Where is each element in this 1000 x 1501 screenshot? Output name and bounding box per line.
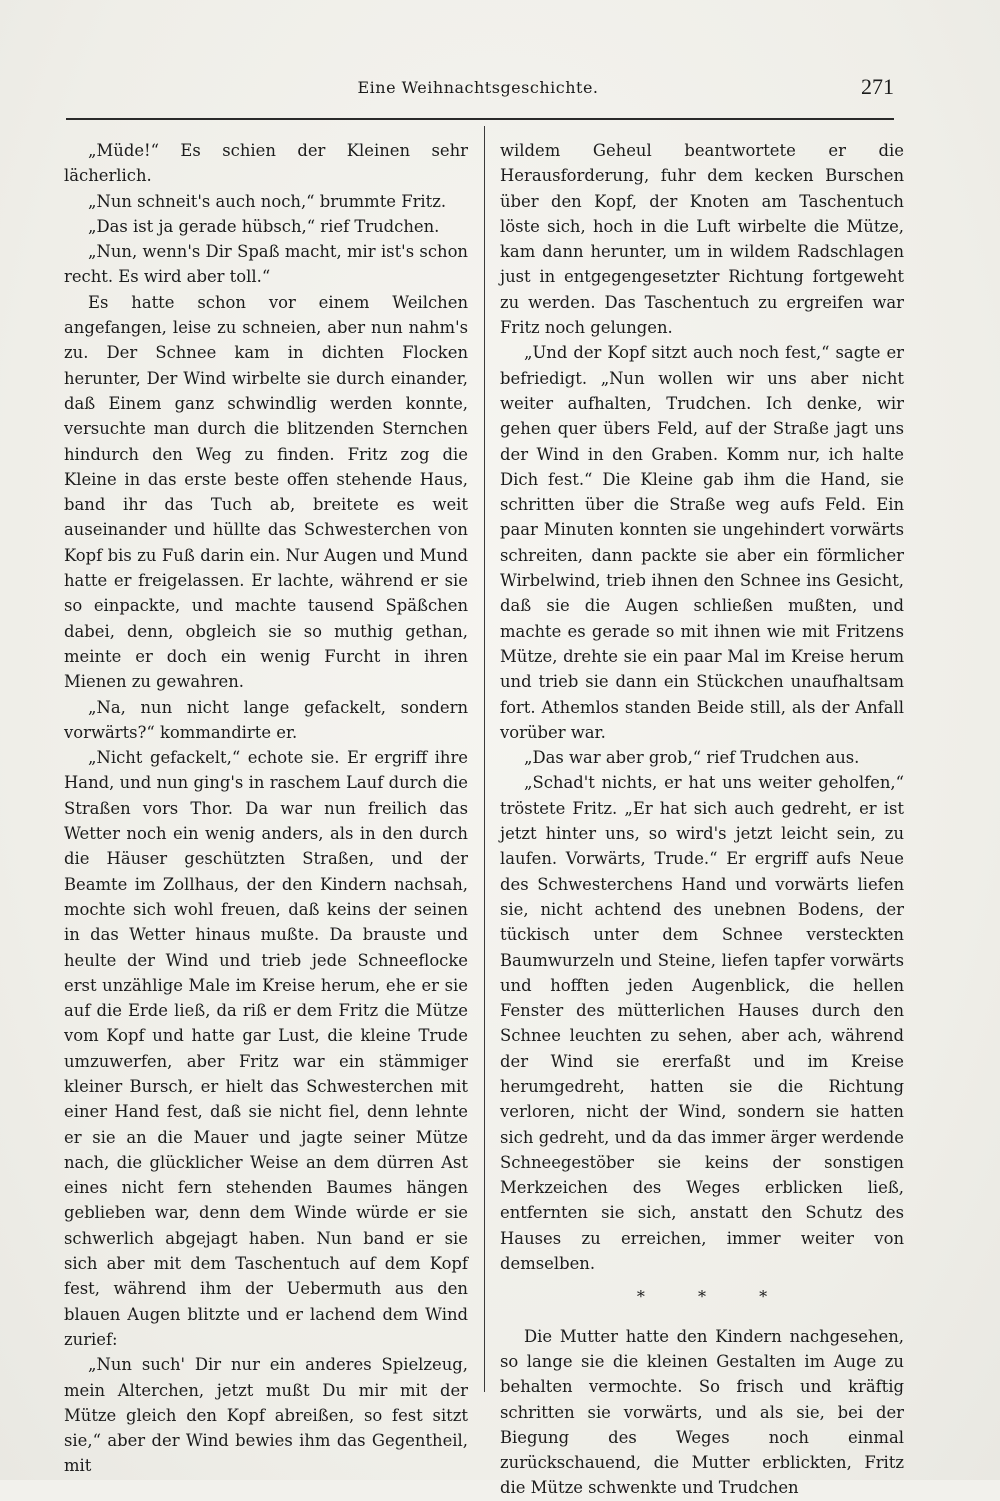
running-title: Eine Weihnachtsgeschichte.	[357, 78, 599, 97]
page-header	[62, 72, 894, 102]
paragraph: „Nun, wenn's Dir Spaß macht, mir ist's schon recht. Es wird aber toll.“	[64, 242, 468, 287]
paragraph: „Nun such' Dir nur ein anderes Spielzeug, mein Alterchen, jetzt mußt Du mir mit der Mütze gleich den Kopf abreißen, so fest sitzt sie,“ aber der Wind bewies ihm das Gegentheil, mit	[64, 1355, 468, 1476]
paragraph: „Das ist ja gerade hübsch,“ rief Trudchen.	[88, 216, 440, 236]
section-break: * * *	[636, 1287, 792, 1307]
page-number: 271	[861, 74, 894, 99]
paragraph: „Das war aber grob,“ rief Trudchen aus.	[524, 748, 860, 768]
paragraph: Es hatte schon vor einem Weilchen angefangen, leise zu schneien, aber nun nahm's zu. Der Schnee kam in dichten Flocken herunter, Der Wind wirbelte sie durch einander, daß Einem ganz schwindlig werden konnte, versuchte man durch die blitzenden Sternchen hindurch den Weg zu finden. Fritz zog die Kleine in das erste beste offen stehende Haus, band ihr das Tuch ab, breitete es weit auseinander und hüllte das Schwesterchen von Kopf bis zu Fuß darin ein. Nur Augen und Mund hatte er freigelassen. Er lachte, während er sie so einpackte, und machte tausend Späßchen dabei, denn, obgleich sie so muthig gethan, meinte er doch ein wenig Furcht in ihren Mienen zu gewahren.	[64, 292, 468, 692]
paragraph: wildem Geheul beantwortete er die Herausforderung, fuhr dem kecken Burschen über den Kopf, der Knoten am Taschentuch löste sich, hoch in die Luft wirbelte die Mütze, kam dann herunter, um in wildem Radschlagen just in entgegengesetzter Richtung fortgeweht zu werden. Das Taschentuch zu ergreifen war Fritz noch gelungen.	[500, 141, 904, 338]
paragraph: „Nicht gefackelt,“ echote sie. Er ergriff ihre Hand, und nun ging's in raschem Lauf durch die Straßen vors Thor. Da war nun freilich das Wetter noch ein wenig anders, als in den durch die Häuser geschützten Straßen, und der Beamte im Zollhaus, der den Kindern nachsah, mochte sich wohl freuen, daß keins der seinen in das Wetter hinaus mußte. Da brauste und heulte der Wind und trieb jede Schneeflocke erst unzählige Male im Kreise herum, ehe er sie auf die Erde ließ, da riß er dem Fritz die Mütze vom Kopf und hatte gar Lust, die kleine Trude umzuwerfen, aber Fritz war ein stämmiger kleiner Bursch, er hielt das Schwesterchen mit einer Hand fest, daß sie nicht fiel, denn lehnte er sie an die Mauer und jagte seiner Mütze nach, die glücklicher Weise an dem dürren Ast eines nicht fern stehenden Baumes hängen geblieben war, denn dem Winde würde er sie schwerlich abgejagt haben. Nun band er sie sich aber mit dem Taschentuch auf dem Kopf fest, während ihm der Uebermuth aus den blauen Augen blitzte und er lachend dem Wind zurief:	[64, 748, 468, 1349]
right-column	[500, 138, 904, 1501]
left-column	[64, 138, 468, 1479]
paragraph: „Na, nun nicht lange gefackelt, sondern vorwärts?“ kommandirte er.	[64, 697, 468, 742]
column-divider	[484, 126, 485, 1392]
paragraph: Die Mutter hatte den Kindern nachgesehen, so lange sie die kleinen Gestalten im Auge zu behalten vermochte. So frisch und kräftig schritten sie vorwärts, und als sie, bei der Biegung des Weges noch einmal zurückschauend, die Mutter erblickten, Fritz die Mütze schwenkte und Trudchen	[500, 1326, 904, 1498]
paragraph: „Müde!“ Es schien der Kleinen sehr lächerlich.	[64, 141, 468, 186]
paragraph: „Schad't nichts, er hat uns weiter geholfen,“ tröstete Fritz. „Er hat sich auch gedreht, er ist jetzt hinter uns, so wird's jetzt leicht sein, zu laufen. Vorwärts, Trude.“ Er ergriff aufs Neue des Schwesterchens Hand und vorwärts liefen sie, nicht achtend des unebnen Bodens, der tückisch unter dem Schnee versteckten Baumwurzeln und Steine, liefen tapfer vorwärts und hofften jeden Augenblick, die hellen Fenster des mütterlichen Hauses durch den Schnee leuchten zu sehen, aber ach, während der Wind sie ererfaßt und im Kreise herumgedreht, hatten sie die Richtung verloren, nicht der Wind, sondern sie hatten sich gedreht, und da das immer ärger werdende Schneegestöber sie keins der sonstigen Merkzeichen des Weges erblicken ließ, entfernten sie sich, anstatt den Schutz des Hauses zu erreichen, immer weiter von demselben.	[500, 773, 904, 1274]
paragraph: „Und der Kopf sitzt auch noch fest,“ sagte er befriedigt. „Nun wollen wir uns aber nicht weiter aufhalten, Trudchen. Ich denke, wir gehen quer übers Feld, auf der Straße jagt uns der Wind in den Graben. Komm nur, ich halte Dich fest.“ Die Kleine gab ihm die Hand, sie schritten über die Straße weg aufs Feld. Ein paar Minuten konnten sie ungehindert vorwärts schreiten, dann packte sie aber ein förmlicher Wirbelwind, trieb ihnen den Schnee ins Gesicht, daß sie die Augen schließen mußten, und machte es gerade so mit ihnen wie mit Fritzens Mütze, drehte sie ein paar Mal im Kreise herum und trieb sie dann ein Stückchen unaufhaltsam fort. Athemlos standen Beide still, als der Anfall vorüber war.	[500, 343, 904, 742]
header-rule	[66, 118, 894, 120]
paragraph: „Nun schneit's auch noch,“ brummte Fritz.	[88, 191, 447, 211]
